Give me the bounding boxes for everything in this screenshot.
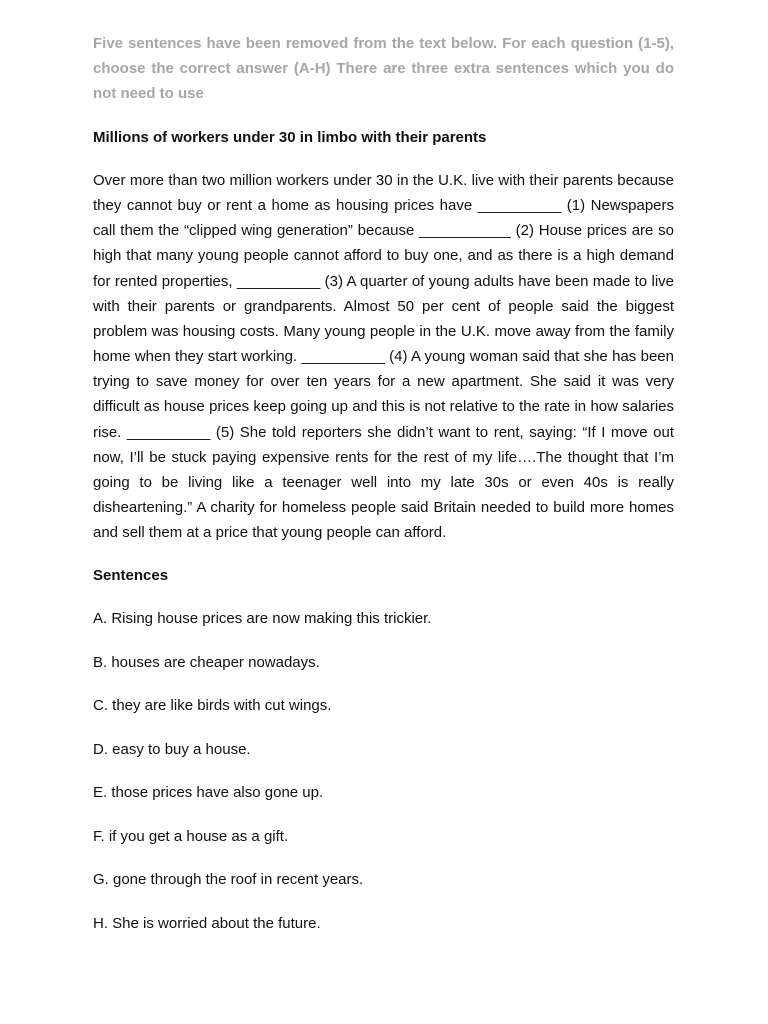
sentence-option-e: E. those prices have also gone up. [93,784,324,802]
sentence-option-d: D. easy to buy a house. [93,740,251,758]
sentences-heading: Sentences [93,567,169,585]
sentence-option-c: C. they are like birds with cut wings. [93,697,332,715]
sentence-option-b: B. houses are cheaper nowadays. [93,653,320,671]
article-title: Millions of workers under 30 in limbo with their parents [93,129,487,146]
sentence-option-h: H. She is worried about the future. [93,914,321,932]
task-instructions: Five sentences have been removed from the text below. For each question (1-5), choose the correct answer (A-H) There are three extra sentences which you do not need to use [93,35,674,102]
sentence-option-a: A. Rising house prices are now making this trickier. [93,610,432,628]
article-passage: Over more than two million workers under 30 in the U.K. live with their parents because they cannot buy or rent a home as housing prices have __________ (1) Newspapers call them the “clipped wing generation” because ___________ (2) House prices are so high that many young people cannot afford to buy one, and as there is a high demand for rented properties, __________ (3) A quarter of young adults have been made to live with their parents or grandparents. Almost 50 per cent of people said the biggest problem was housing costs. Many young people in the U.K. move away from the family home when they start working. __________ (4) A young woman said that she has been trying to save money for over ten years for a new apartment. She said it was very difficult as house prices keep going up and this is not relative to the rate in how salaries rise. __________ (5) She told reporters she didn’t want to rent, saying: “If I move out now, I’ll be stuck paying expensive rents for the rest of my life….The thought that I’m going to be living like a teenager well into my late 30s or even 40s is really disheartening.” A charity for homeless people said Britain needed to build more homes and sell them at a price that young people can afford. [93,172,674,542]
sentence-option-g: G. gone through the roof in recent years. [93,871,364,889]
sentence-option-f: F. if you get a house as a gift. [93,827,289,845]
sentence-options-list [93,606,674,936]
